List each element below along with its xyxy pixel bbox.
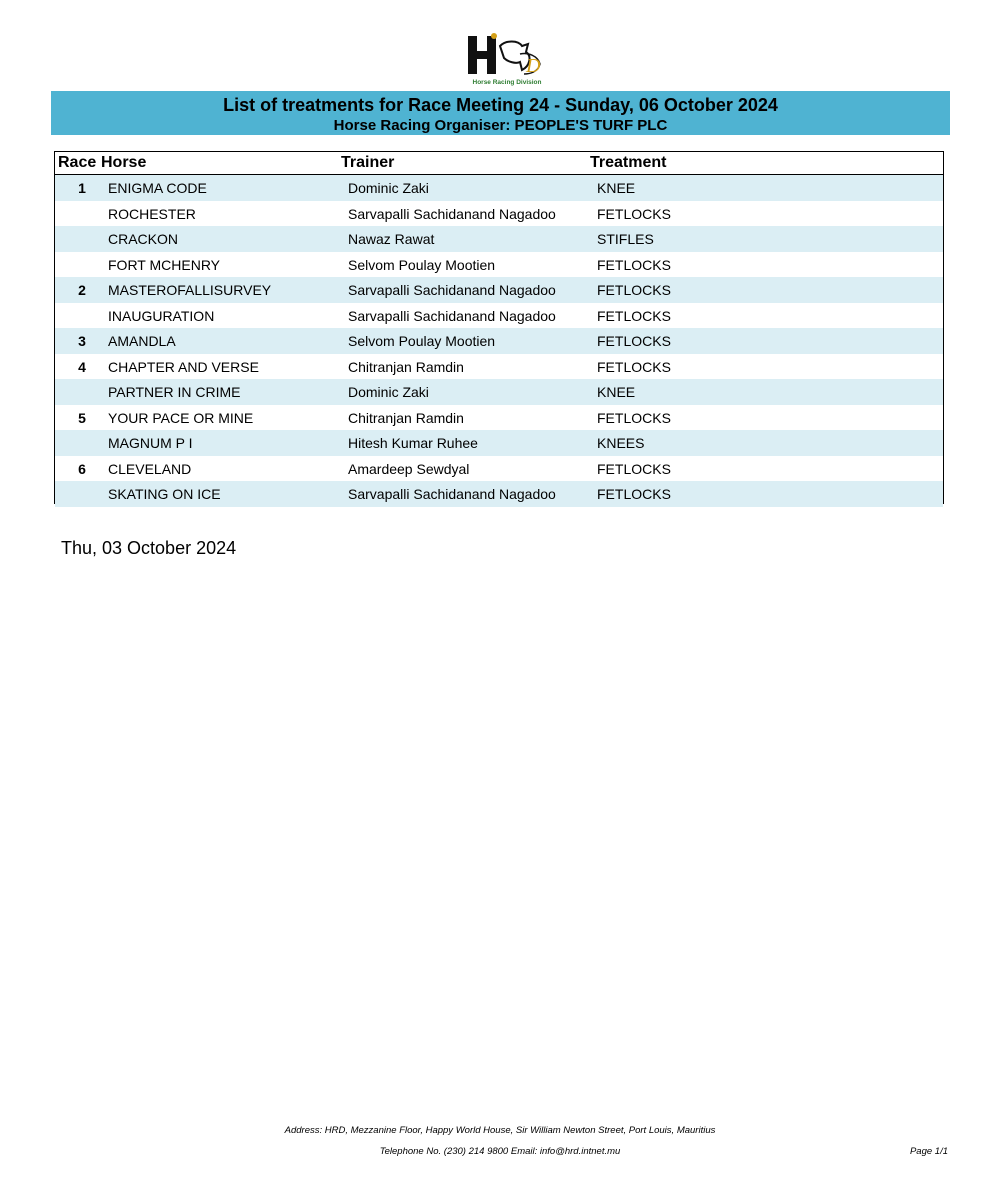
table-row xyxy=(55,456,943,482)
page-number: Page 1/1 xyxy=(909,1146,948,1157)
table-header xyxy=(55,152,943,175)
horse-name: MAGNUM P I xyxy=(108,435,193,451)
page-subtitle: Horse Racing Organiser: PEOPLE'S TURF PLC xyxy=(333,117,668,134)
trainer-name: Nawaz Rawat xyxy=(348,231,435,247)
logo-caption: Horse Racing Division xyxy=(472,79,542,86)
horse-name: PARTNER IN CRIME xyxy=(108,384,241,400)
table-row xyxy=(55,226,943,252)
horse-name: AMANDLA xyxy=(108,333,176,349)
treatment: FETLOCKS xyxy=(597,256,671,273)
trainer-name: Chitranjan Ramdin xyxy=(348,358,464,375)
race-number: 3 xyxy=(78,333,86,349)
hrd-logo xyxy=(462,32,552,90)
treatment: FETLOCKS xyxy=(597,486,671,502)
trainer-name: Amardeep Sewdyal xyxy=(348,460,470,477)
page-title: List of treatments for Race Meeting 24 - Sunday, 06 October 2024 xyxy=(223,95,778,115)
horse-name: INAUGURATION xyxy=(108,307,215,324)
race-number: 5 xyxy=(78,409,86,426)
trainer-name: Sarvapalli Sachidanand Nagadoo xyxy=(348,307,556,324)
treatment: KNEE xyxy=(597,384,636,400)
header-trainer: Trainer xyxy=(341,154,395,171)
race-number: 6 xyxy=(78,460,86,477)
trainer-name: Chitranjan Ramdin xyxy=(348,409,464,426)
table-row xyxy=(55,277,943,303)
table-row xyxy=(55,328,943,354)
horse-name: ROCHESTER xyxy=(108,205,196,222)
table-row xyxy=(55,175,943,201)
horse-name: FORT MCHENRY xyxy=(108,256,221,273)
table-row xyxy=(55,252,943,278)
trainer-name: Selvom Poulay Mootien xyxy=(348,256,496,273)
table-row xyxy=(55,201,943,227)
svg-text:D: D xyxy=(526,55,541,77)
race-number: 4 xyxy=(78,358,86,375)
trainer-name: Dominic Zaki xyxy=(348,180,429,196)
table-row xyxy=(55,481,943,507)
horse-name: MASTEROFALLISURVEY xyxy=(108,282,272,298)
print-date: Thu, 03 October 2024 xyxy=(61,538,237,558)
trainer-name: Dominic Zaki xyxy=(348,384,429,400)
trainer-name: Selvom Poulay Mootien xyxy=(348,333,496,349)
trainer-name: Hitesh Kumar Ruhee xyxy=(348,435,478,451)
title-banner xyxy=(51,91,950,135)
table-row xyxy=(55,379,943,405)
treatment: FETLOCKS xyxy=(597,409,671,426)
header-race: Race xyxy=(58,154,97,171)
race-number: 2 xyxy=(78,282,86,298)
treatment: FETLOCKS xyxy=(597,307,671,324)
race-number: 1 xyxy=(78,180,86,196)
treatment: FETLOCKS xyxy=(597,205,671,222)
footer-address: Address: HRD, Mezzanine Floor, Happy World House, Sir William Newton Street, Port Louis, Mauritius xyxy=(284,1125,716,1136)
horse-logo-icon xyxy=(462,32,552,80)
horse-name: SKATING ON ICE xyxy=(108,486,221,502)
trainer-name: Sarvapalli Sachidanand Nagadoo xyxy=(348,282,556,298)
treatment: KNEE xyxy=(597,180,636,196)
treatment: FETLOCKS xyxy=(597,460,671,477)
horse-name: ENIGMA CODE xyxy=(108,180,207,196)
horse-name: CHAPTER AND VERSE xyxy=(108,358,259,375)
treatment: FETLOCKS xyxy=(597,282,671,298)
footer-telephone: Telephone No. (230) 214 9800 Email: info@hrd.intnet.mu xyxy=(379,1146,621,1157)
horse-name: CRACKON xyxy=(108,231,179,247)
horse-name: CLEVELAND xyxy=(108,460,192,477)
table-row xyxy=(55,303,943,329)
horse-name: YOUR PACE OR MINE xyxy=(108,409,254,426)
header-horse: Horse xyxy=(101,154,147,171)
trainer-name: Sarvapalli Sachidanand Nagadoo xyxy=(348,486,556,502)
table-row xyxy=(55,430,943,456)
treatments-table xyxy=(54,151,944,504)
table-row xyxy=(55,405,943,431)
table-body xyxy=(55,175,943,507)
treatment: FETLOCKS xyxy=(597,333,671,349)
header-treatment: Treatment xyxy=(590,154,667,171)
trainer-name: Sarvapalli Sachidanand Nagadoo xyxy=(348,205,556,222)
treatment: STIFLES xyxy=(597,231,654,247)
treatment: FETLOCKS xyxy=(597,358,671,375)
table-row xyxy=(55,354,943,380)
treatment: KNEES xyxy=(597,435,645,451)
